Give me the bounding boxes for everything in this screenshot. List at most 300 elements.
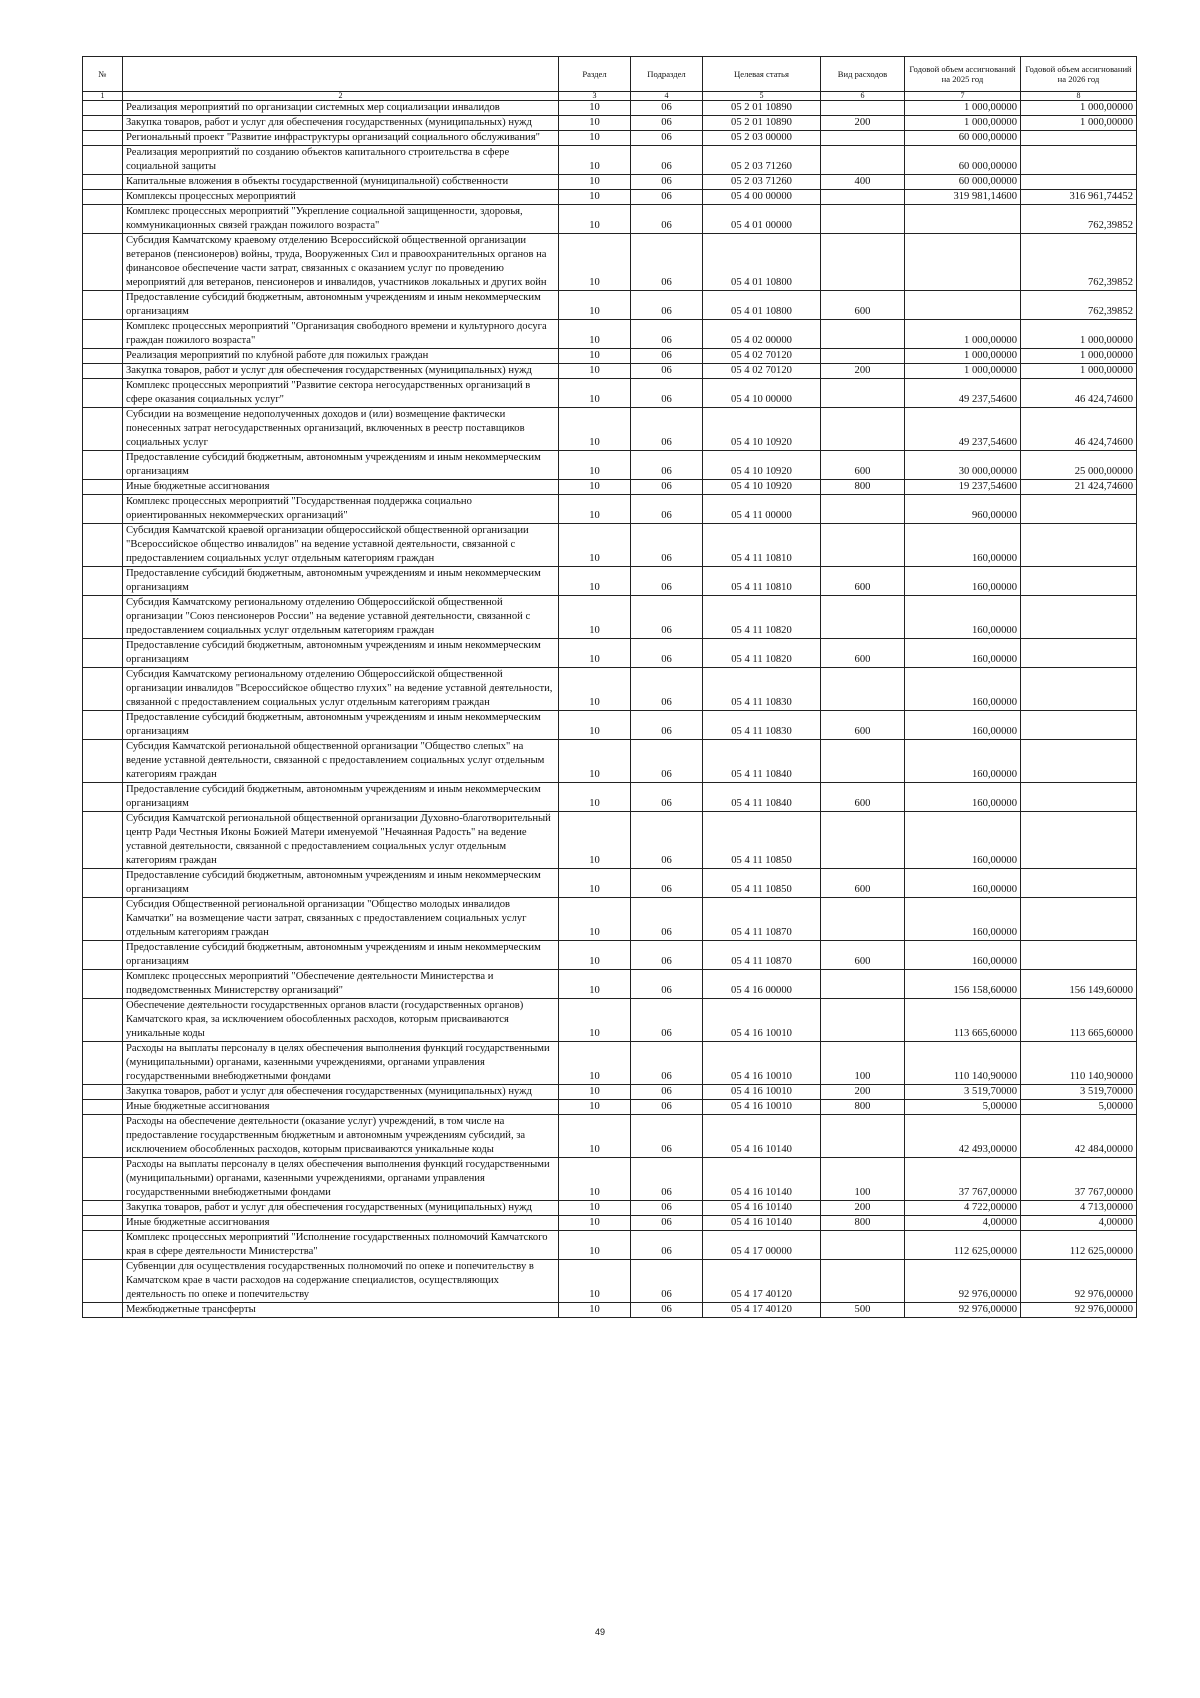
target-article-cell: 05 4 11 10820 bbox=[703, 596, 821, 639]
table-row bbox=[83, 1085, 1137, 1100]
row-number-cell bbox=[83, 639, 123, 668]
column-number: 6 bbox=[821, 92, 905, 101]
amount-2026-cell: 112 625,00000 bbox=[1021, 1231, 1137, 1260]
amount-2026-cell: 25 000,00000 bbox=[1021, 451, 1137, 480]
target-article-cell: 05 4 16 10010 bbox=[703, 1042, 821, 1085]
target-article-cell: 05 2 01 10890 bbox=[703, 116, 821, 131]
podrazdel-cell: 06 bbox=[631, 898, 703, 941]
expense-type-cell: 600 bbox=[821, 451, 905, 480]
razdel-cell: 10 bbox=[559, 1231, 631, 1260]
row-number-cell bbox=[83, 379, 123, 408]
razdel-cell: 10 bbox=[559, 116, 631, 131]
row-number-cell bbox=[83, 524, 123, 567]
target-article-cell: 05 4 11 10820 bbox=[703, 639, 821, 668]
row-number-cell bbox=[83, 495, 123, 524]
amount-2025-cell: 160,00000 bbox=[905, 812, 1021, 869]
table-row bbox=[83, 146, 1137, 175]
description-cell: Закупка товаров, работ и услуг для обеспечения государственных (муниципальных) нужд bbox=[123, 1085, 559, 1100]
table-row bbox=[83, 869, 1137, 898]
podrazdel-cell: 06 bbox=[631, 783, 703, 812]
amount-2026-cell: 4,00000 bbox=[1021, 1216, 1137, 1231]
podrazdel-cell: 06 bbox=[631, 812, 703, 869]
table-row bbox=[83, 596, 1137, 639]
amount-2025-cell: 4 722,00000 bbox=[905, 1201, 1021, 1216]
row-number-cell bbox=[83, 451, 123, 480]
target-article-cell: 05 4 16 10140 bbox=[703, 1216, 821, 1231]
amount-2025-cell: 160,00000 bbox=[905, 869, 1021, 898]
podrazdel-cell: 06 bbox=[631, 408, 703, 451]
row-number-cell bbox=[83, 320, 123, 349]
razdel-cell: 10 bbox=[559, 379, 631, 408]
podrazdel-cell: 06 bbox=[631, 567, 703, 596]
razdel-cell: 10 bbox=[559, 408, 631, 451]
podrazdel-cell: 06 bbox=[631, 1201, 703, 1216]
column-number: 1 bbox=[83, 92, 123, 101]
table-row bbox=[83, 320, 1137, 349]
target-article-cell: 05 4 17 40120 bbox=[703, 1260, 821, 1303]
table-row bbox=[83, 1303, 1137, 1318]
amount-2026-cell bbox=[1021, 495, 1137, 524]
razdel-cell: 10 bbox=[559, 1303, 631, 1318]
amount-2026-cell: 1 000,00000 bbox=[1021, 364, 1137, 379]
target-article-cell: 05 4 17 40120 bbox=[703, 1303, 821, 1318]
row-number-cell bbox=[83, 291, 123, 320]
table-row bbox=[83, 480, 1137, 495]
amount-2026-cell: 110 140,90000 bbox=[1021, 1042, 1137, 1085]
amount-2025-cell: 1 000,00000 bbox=[905, 320, 1021, 349]
amount-2026-cell: 762,39852 bbox=[1021, 234, 1137, 291]
podrazdel-cell: 06 bbox=[631, 1042, 703, 1085]
expense-type-cell: 600 bbox=[821, 783, 905, 812]
description-cell: Иные бюджетные ассигнования bbox=[123, 480, 559, 495]
description-cell: Комплексы процессных мероприятий bbox=[123, 190, 559, 205]
header-target-article: Целевая статья bbox=[703, 57, 821, 92]
expense-type-cell: 600 bbox=[821, 869, 905, 898]
expense-type-cell bbox=[821, 596, 905, 639]
podrazdel-cell: 06 bbox=[631, 1100, 703, 1115]
amount-2026-cell bbox=[1021, 639, 1137, 668]
expense-type-cell bbox=[821, 999, 905, 1042]
target-article-cell: 05 2 01 10890 bbox=[703, 101, 821, 116]
amount-2026-cell: 1 000,00000 bbox=[1021, 320, 1137, 349]
amount-2026-cell bbox=[1021, 596, 1137, 639]
table-row bbox=[83, 408, 1137, 451]
podrazdel-cell: 06 bbox=[631, 131, 703, 146]
amount-2026-cell bbox=[1021, 711, 1137, 740]
row-number-cell bbox=[83, 711, 123, 740]
target-article-cell: 05 2 03 00000 bbox=[703, 131, 821, 146]
amount-2025-cell: 37 767,00000 bbox=[905, 1158, 1021, 1201]
amount-2025-cell: 160,00000 bbox=[905, 524, 1021, 567]
target-article-cell: 05 4 16 10140 bbox=[703, 1201, 821, 1216]
row-number-cell bbox=[83, 131, 123, 146]
row-number-cell bbox=[83, 941, 123, 970]
podrazdel-cell: 06 bbox=[631, 1231, 703, 1260]
razdel-cell: 10 bbox=[559, 1042, 631, 1085]
expense-type-cell: 500 bbox=[821, 1303, 905, 1318]
razdel-cell: 10 bbox=[559, 495, 631, 524]
amount-2026-cell bbox=[1021, 740, 1137, 783]
amount-2026-cell: 762,39852 bbox=[1021, 205, 1137, 234]
amount-2026-cell bbox=[1021, 131, 1137, 146]
target-article-cell: 05 4 11 10830 bbox=[703, 668, 821, 711]
row-number-cell bbox=[83, 349, 123, 364]
razdel-cell: 10 bbox=[559, 941, 631, 970]
table-row bbox=[83, 1201, 1137, 1216]
target-article-cell: 05 4 10 00000 bbox=[703, 379, 821, 408]
row-number-cell bbox=[83, 1216, 123, 1231]
expense-type-cell: 600 bbox=[821, 941, 905, 970]
table-row bbox=[83, 711, 1137, 740]
amount-2026-cell: 92 976,00000 bbox=[1021, 1303, 1137, 1318]
column-number: 8 bbox=[1021, 92, 1137, 101]
description-cell: Расходы на выплаты персоналу в целях обеспечения выполнения функций государственными (муниципальными) органами, казенными учреждениями, органами управления государственными внебюджетными фондами bbox=[123, 1158, 559, 1201]
amount-2025-cell: 92 976,00000 bbox=[905, 1303, 1021, 1318]
amount-2025-cell: 30 000,00000 bbox=[905, 451, 1021, 480]
header-expense-type: Вид расходов bbox=[821, 57, 905, 92]
amount-2025-cell bbox=[905, 234, 1021, 291]
razdel-cell: 10 bbox=[559, 1115, 631, 1158]
target-article-cell: 05 4 11 00000 bbox=[703, 495, 821, 524]
podrazdel-cell: 06 bbox=[631, 190, 703, 205]
table-row bbox=[83, 364, 1137, 379]
target-article-cell: 05 4 16 10010 bbox=[703, 999, 821, 1042]
razdel-cell: 10 bbox=[559, 668, 631, 711]
table-row bbox=[83, 101, 1137, 116]
target-article-cell: 05 4 17 00000 bbox=[703, 1231, 821, 1260]
amount-2025-cell: 3 519,70000 bbox=[905, 1085, 1021, 1100]
row-number-cell bbox=[83, 175, 123, 190]
table-row bbox=[83, 495, 1137, 524]
target-article-cell: 05 4 16 00000 bbox=[703, 970, 821, 999]
description-cell: Субсидия Общественной региональной организации "Общество молодых инвалидов Камчатки" на возмещение части затрат, связанных с предоставлением социальных услуг отдельным категориям граждан bbox=[123, 898, 559, 941]
table-row bbox=[83, 567, 1137, 596]
target-article-cell: 05 4 16 10010 bbox=[703, 1085, 821, 1100]
row-number-cell bbox=[83, 1303, 123, 1318]
amount-2026-cell: 46 424,74600 bbox=[1021, 408, 1137, 451]
podrazdel-cell: 06 bbox=[631, 596, 703, 639]
target-article-cell: 05 4 16 10010 bbox=[703, 1100, 821, 1115]
header-razdel: Раздел bbox=[559, 57, 631, 92]
amount-2026-cell bbox=[1021, 524, 1137, 567]
expense-type-cell: 200 bbox=[821, 1085, 905, 1100]
row-number-cell bbox=[83, 146, 123, 175]
table-row bbox=[83, 451, 1137, 480]
table-row bbox=[83, 970, 1137, 999]
razdel-cell: 10 bbox=[559, 101, 631, 116]
razdel-cell: 10 bbox=[559, 291, 631, 320]
row-number-cell bbox=[83, 812, 123, 869]
razdel-cell: 10 bbox=[559, 349, 631, 364]
target-article-cell: 05 4 02 70120 bbox=[703, 349, 821, 364]
podrazdel-cell: 06 bbox=[631, 1216, 703, 1231]
podrazdel-cell: 06 bbox=[631, 291, 703, 320]
target-article-cell: 05 4 01 10800 bbox=[703, 234, 821, 291]
amount-2025-cell: 1 000,00000 bbox=[905, 116, 1021, 131]
razdel-cell: 10 bbox=[559, 451, 631, 480]
description-cell: Предоставление субсидий бюджетным, автономным учреждениям и иным некоммерческим организациям bbox=[123, 291, 559, 320]
amount-2025-cell: 160,00000 bbox=[905, 783, 1021, 812]
column-number: 5 bbox=[703, 92, 821, 101]
target-article-cell: 05 4 11 10870 bbox=[703, 898, 821, 941]
podrazdel-cell: 06 bbox=[631, 740, 703, 783]
description-cell: Субсидия Камчатскому краевому отделению Всероссийской общественной организации ветеранов (пенсионеров) войны, труда, Вооруженных Сил и правоохранительных органов на финансовое обеспечение части затрат, связанных с оказанием услуг по проведению мероприятий для ветеранов, пенсионеров и инвалидов, участников локальных и других войн bbox=[123, 234, 559, 291]
amount-2026-cell: 42 484,00000 bbox=[1021, 1115, 1137, 1158]
expense-type-cell: 800 bbox=[821, 480, 905, 495]
razdel-cell: 10 bbox=[559, 1085, 631, 1100]
table-row bbox=[83, 1158, 1137, 1201]
expense-type-cell: 100 bbox=[821, 1042, 905, 1085]
razdel-cell: 10 bbox=[559, 1158, 631, 1201]
amount-2026-cell: 5,00000 bbox=[1021, 1100, 1137, 1115]
table-row bbox=[83, 190, 1137, 205]
target-article-cell: 05 4 11 10810 bbox=[703, 524, 821, 567]
podrazdel-cell: 06 bbox=[631, 639, 703, 668]
razdel-cell: 10 bbox=[559, 596, 631, 639]
description-cell: Субсидия Камчатскому региональному отделению Общероссийской общественной организации "Союз пенсионеров России" на ведение уставной деятельности, связанной с предоставлением социальных услуг отдельным категориям граждан bbox=[123, 596, 559, 639]
amount-2026-cell: 1 000,00000 bbox=[1021, 101, 1137, 116]
table-row bbox=[83, 740, 1137, 783]
podrazdel-cell: 06 bbox=[631, 524, 703, 567]
expense-type-cell: 200 bbox=[821, 364, 905, 379]
amount-2026-cell bbox=[1021, 146, 1137, 175]
row-number-cell bbox=[83, 101, 123, 116]
row-number-cell bbox=[83, 1100, 123, 1115]
razdel-cell: 10 bbox=[559, 1216, 631, 1231]
podrazdel-cell: 06 bbox=[631, 941, 703, 970]
expense-type-cell bbox=[821, 1260, 905, 1303]
table-row bbox=[83, 379, 1137, 408]
row-number-cell bbox=[83, 480, 123, 495]
row-number-cell bbox=[83, 1042, 123, 1085]
header-description bbox=[123, 57, 559, 92]
podrazdel-cell: 06 bbox=[631, 1115, 703, 1158]
description-cell: Предоставление субсидий бюджетным, автономным учреждениям и иным некоммерческим организациям bbox=[123, 869, 559, 898]
amount-2026-cell bbox=[1021, 668, 1137, 711]
amount-2025-cell: 92 976,00000 bbox=[905, 1260, 1021, 1303]
podrazdel-cell: 06 bbox=[631, 480, 703, 495]
target-article-cell: 05 4 02 00000 bbox=[703, 320, 821, 349]
podrazdel-cell: 06 bbox=[631, 364, 703, 379]
row-number-cell bbox=[83, 668, 123, 711]
expense-type-cell: 600 bbox=[821, 711, 905, 740]
table-row bbox=[83, 1100, 1137, 1115]
column-number: 4 bbox=[631, 92, 703, 101]
row-number-cell bbox=[83, 567, 123, 596]
amount-2025-cell: 160,00000 bbox=[905, 567, 1021, 596]
target-article-cell: 05 4 11 10830 bbox=[703, 711, 821, 740]
razdel-cell: 10 bbox=[559, 146, 631, 175]
budget-table bbox=[82, 56, 1137, 1318]
target-article-cell: 05 4 11 10870 bbox=[703, 941, 821, 970]
amount-2026-cell bbox=[1021, 812, 1137, 869]
amount-2025-cell: 1 000,00000 bbox=[905, 349, 1021, 364]
expense-type-cell bbox=[821, 234, 905, 291]
podrazdel-cell: 06 bbox=[631, 711, 703, 740]
amount-2026-cell bbox=[1021, 898, 1137, 941]
amount-2026-cell: 21 424,74600 bbox=[1021, 480, 1137, 495]
expense-type-cell: 600 bbox=[821, 639, 905, 668]
amount-2025-cell: 1 000,00000 bbox=[905, 364, 1021, 379]
target-article-cell: 05 4 11 10850 bbox=[703, 812, 821, 869]
podrazdel-cell: 06 bbox=[631, 349, 703, 364]
table-row bbox=[83, 941, 1137, 970]
expense-type-cell bbox=[821, 205, 905, 234]
description-cell: Предоставление субсидий бюджетным, автономным учреждениям и иным некоммерческим организациям bbox=[123, 783, 559, 812]
expense-type-cell bbox=[821, 740, 905, 783]
row-number-cell bbox=[83, 1085, 123, 1100]
target-article-cell: 05 2 03 71260 bbox=[703, 175, 821, 190]
razdel-cell: 10 bbox=[559, 898, 631, 941]
target-article-cell: 05 4 16 10140 bbox=[703, 1115, 821, 1158]
description-cell: Субсидии на возмещение недополученных доходов и (или) возмещение фактически понесенных затрат негосударственных организаций, включенных в реестр поставщиков социальных услуг bbox=[123, 408, 559, 451]
table-row bbox=[83, 116, 1137, 131]
header-year-2025: Годовой объем ассигнований на 2025 год bbox=[905, 57, 1021, 92]
amount-2025-cell: 960,00000 bbox=[905, 495, 1021, 524]
target-article-cell: 05 2 03 71260 bbox=[703, 146, 821, 175]
expense-type-cell bbox=[821, 190, 905, 205]
target-article-cell: 05 4 11 10840 bbox=[703, 740, 821, 783]
razdel-cell: 10 bbox=[559, 740, 631, 783]
amount-2025-cell: 113 665,60000 bbox=[905, 999, 1021, 1042]
expense-type-cell: 400 bbox=[821, 175, 905, 190]
description-cell: Предоставление субсидий бюджетным, автономным учреждениям и иным некоммерческим организациям bbox=[123, 567, 559, 596]
expense-type-cell: 800 bbox=[821, 1100, 905, 1115]
row-number-cell bbox=[83, 116, 123, 131]
header-podrazdel: Подраздел bbox=[631, 57, 703, 92]
expense-type-cell bbox=[821, 1115, 905, 1158]
target-article-cell: 05 4 11 10840 bbox=[703, 783, 821, 812]
row-number-cell bbox=[83, 999, 123, 1042]
row-number-cell bbox=[83, 1260, 123, 1303]
table-row bbox=[83, 668, 1137, 711]
row-number-cell bbox=[83, 783, 123, 812]
amount-2026-cell bbox=[1021, 869, 1137, 898]
row-number-cell bbox=[83, 869, 123, 898]
row-number-cell bbox=[83, 408, 123, 451]
table-row bbox=[83, 205, 1137, 234]
row-number-cell bbox=[83, 1115, 123, 1158]
amount-2026-cell: 1 000,00000 bbox=[1021, 116, 1137, 131]
expense-type-cell: 600 bbox=[821, 567, 905, 596]
expense-type-cell bbox=[821, 1231, 905, 1260]
description-cell: Комплекс процессных мероприятий "Государственная поддержка социально ориентированных некоммерческих организаций" bbox=[123, 495, 559, 524]
target-article-cell: 05 4 10 10920 bbox=[703, 408, 821, 451]
amount-2025-cell: 60 000,00000 bbox=[905, 175, 1021, 190]
razdel-cell: 10 bbox=[559, 1100, 631, 1115]
description-cell: Комплекс процессных мероприятий "Развитие сектора негосударственных организаций в сфере оказания социальных услуг" bbox=[123, 379, 559, 408]
razdel-cell: 10 bbox=[559, 190, 631, 205]
amount-2025-cell: 160,00000 bbox=[905, 740, 1021, 783]
table-body bbox=[83, 101, 1137, 1318]
target-article-cell: 05 4 10 10920 bbox=[703, 451, 821, 480]
row-number-cell bbox=[83, 740, 123, 783]
description-cell: Предоставление субсидий бюджетным, автономным учреждениям и иным некоммерческим организациям bbox=[123, 711, 559, 740]
amount-2025-cell: 160,00000 bbox=[905, 668, 1021, 711]
table-row bbox=[83, 349, 1137, 364]
table-row bbox=[83, 783, 1137, 812]
amount-2026-cell: 762,39852 bbox=[1021, 291, 1137, 320]
expense-type-cell bbox=[821, 131, 905, 146]
description-cell: Обеспечение деятельности государственных органов власти (государственных органов) Камчатского края, за исключением обособленных расходов, которым присваиваются уникальные коды bbox=[123, 999, 559, 1042]
table-row bbox=[83, 291, 1137, 320]
table-row bbox=[83, 131, 1137, 146]
amount-2025-cell: 160,00000 bbox=[905, 711, 1021, 740]
description-cell: Расходы на выплаты персоналу в целях обеспечения выполнения функций государственными (муниципальными) органами, казенными учреждениями, органами управления государственными внебюджетными фондами bbox=[123, 1042, 559, 1085]
amount-2025-cell: 160,00000 bbox=[905, 596, 1021, 639]
row-number-cell bbox=[83, 1158, 123, 1201]
razdel-cell: 10 bbox=[559, 970, 631, 999]
razdel-cell: 10 bbox=[559, 234, 631, 291]
row-number-cell bbox=[83, 970, 123, 999]
amount-2025-cell: 5,00000 bbox=[905, 1100, 1021, 1115]
target-article-cell: 05 4 00 00000 bbox=[703, 190, 821, 205]
amount-2026-cell bbox=[1021, 941, 1137, 970]
podrazdel-cell: 06 bbox=[631, 379, 703, 408]
razdel-cell: 10 bbox=[559, 524, 631, 567]
expense-type-cell: 100 bbox=[821, 1158, 905, 1201]
amount-2026-cell: 46 424,74600 bbox=[1021, 379, 1137, 408]
amount-2026-cell: 316 961,74452 bbox=[1021, 190, 1137, 205]
table-row bbox=[83, 524, 1137, 567]
description-cell: Реализация мероприятий по организации системных мер социализации инвалидов bbox=[123, 101, 559, 116]
description-cell: Закупка товаров, работ и услуг для обеспечения государственных (муниципальных) нужд bbox=[123, 116, 559, 131]
expense-type-cell bbox=[821, 408, 905, 451]
amount-2026-cell bbox=[1021, 567, 1137, 596]
table-row bbox=[83, 1042, 1137, 1085]
podrazdel-cell: 06 bbox=[631, 869, 703, 898]
podrazdel-cell: 06 bbox=[631, 970, 703, 999]
amount-2025-cell: 156 158,60000 bbox=[905, 970, 1021, 999]
row-number-cell bbox=[83, 1201, 123, 1216]
description-cell: Реализация мероприятий по созданию объектов капитального строительства в сфере социальной защиты bbox=[123, 146, 559, 175]
expense-type-cell: 600 bbox=[821, 291, 905, 320]
target-article-cell: 05 4 10 10920 bbox=[703, 480, 821, 495]
razdel-cell: 10 bbox=[559, 639, 631, 668]
description-cell: Реализация мероприятий по клубной работе для пожилых граждан bbox=[123, 349, 559, 364]
description-cell: Иные бюджетные ассигнования bbox=[123, 1100, 559, 1115]
row-number-cell bbox=[83, 898, 123, 941]
target-article-cell: 05 4 11 10850 bbox=[703, 869, 821, 898]
row-number-cell bbox=[83, 205, 123, 234]
podrazdel-cell: 06 bbox=[631, 205, 703, 234]
amount-2025-cell: 160,00000 bbox=[905, 639, 1021, 668]
description-cell: Субсидия Камчатской региональной общественной организации Духовно-благотворительный центр Ради Честныя Иконы Божией Матери именуемой "Нечаянная Радость" на ведение уставной деятельности, связанной с предоставлением социальных услуг отдельным категориям граждан bbox=[123, 812, 559, 869]
podrazdel-cell: 06 bbox=[631, 175, 703, 190]
razdel-cell: 10 bbox=[559, 567, 631, 596]
amount-2026-cell: 1 000,00000 bbox=[1021, 349, 1137, 364]
amount-2025-cell: 49 237,54600 bbox=[905, 408, 1021, 451]
description-cell: Закупка товаров, работ и услуг для обеспечения государственных (муниципальных) нужд bbox=[123, 1201, 559, 1216]
page-number: 49 bbox=[594, 1627, 605, 1637]
description-cell: Комплекс процессных мероприятий "Обеспечение деятельности Министерства и подведомственных Министерству организаций" bbox=[123, 970, 559, 999]
description-cell: Комплекс процессных мероприятий "Организация свободного времени и культурного досуга граждан пожилого возраста" bbox=[123, 320, 559, 349]
razdel-cell: 10 bbox=[559, 364, 631, 379]
description-cell: Субсидия Камчатскому региональному отделению Общероссийской общественной организации инвалидов "Всероссийское общество глухих" на ведение уставной деятельности, связанной с предоставлением социальных услуг отдельным категориям граждан bbox=[123, 668, 559, 711]
description-cell: Комплекс процессных мероприятий "Исполнение государственных полномочий Камчатского края в сфере деятельности Министерства" bbox=[123, 1231, 559, 1260]
podrazdel-cell: 06 bbox=[631, 495, 703, 524]
podrazdel-cell: 06 bbox=[631, 1085, 703, 1100]
razdel-cell: 10 bbox=[559, 480, 631, 495]
amount-2025-cell: 42 493,00000 bbox=[905, 1115, 1021, 1158]
description-cell: Субвенции для осуществления государственных полномочий по опеке и попечительству в Камчатском крае в части расходов на содержание специалистов, осуществляющих деятельность по опеке и попечительству bbox=[123, 1260, 559, 1303]
table-row bbox=[83, 639, 1137, 668]
amount-2025-cell bbox=[905, 205, 1021, 234]
column-number: 3 bbox=[559, 92, 631, 101]
description-cell: Предоставление субсидий бюджетным, автономным учреждениям и иным некоммерческим организациям bbox=[123, 639, 559, 668]
expense-type-cell bbox=[821, 349, 905, 364]
podrazdel-cell: 06 bbox=[631, 668, 703, 711]
